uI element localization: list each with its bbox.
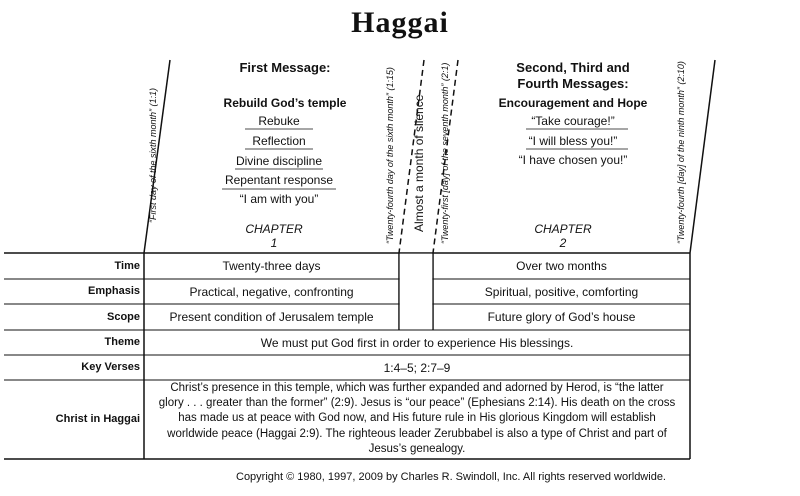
first-item-1: Rebuke <box>258 114 300 128</box>
key-verses-value: 1:4–5; 2:7–9 <box>383 361 451 375</box>
silence-label: Almost a month of silence <box>412 94 426 232</box>
date-label-4: “Twenty-fourth [day] of the ninth month” (2:10) <box>676 61 686 244</box>
row-label-time: Time <box>114 260 140 272</box>
slanted-line-right <box>690 60 715 253</box>
scope-left: Present condition of Jerusalem temple <box>169 310 374 324</box>
chapter-2-number: 2 <box>559 236 567 250</box>
first-item-2: Reflection <box>252 134 306 148</box>
second-message-subheading: Encouragement and Hope <box>498 96 648 110</box>
row-label-key-verses: Key Verses <box>81 361 140 373</box>
scope-right: Future glory of God’s house <box>487 310 636 324</box>
christ-line-5: Jesus’s genealogy. <box>368 442 466 455</box>
row-label-scope: Scope <box>106 311 140 323</box>
christ-line-1: Christ’s presence in this temple, which was further expanded and adorned by Herod, is “the latter <box>170 382 664 394</box>
theme-value: We must put God first in order to experience His blessings. <box>260 336 574 350</box>
first-message-heading: First Message: <box>239 60 331 75</box>
second-item-1: “Take courage!” <box>531 114 615 128</box>
first-item-3: Divine discipline <box>235 154 323 168</box>
first-item-5: “I am with you” <box>239 192 319 206</box>
first-item-4: Repentant response <box>224 173 334 187</box>
first-message-subheading: Rebuild God’s temple <box>223 96 347 110</box>
date-label-3: “Twenty-first [day] of the seventh month” (2:1) <box>440 62 450 244</box>
page-title: Haggai <box>351 6 449 39</box>
chapter-2-text: CHAPTER <box>534 222 592 236</box>
row-label-christ: Christ in Haggai <box>55 413 140 425</box>
emphasis-left: Practical, negative, confronting <box>189 285 354 299</box>
second-item-3: “I have chosen you!” <box>518 153 628 167</box>
row-label-theme: Theme <box>104 336 140 348</box>
emphasis-right: Spiritual, positive, comforting <box>484 285 639 299</box>
chapter-1-label <box>224 222 324 250</box>
christ-text <box>144 381 690 457</box>
chapter-1-text: CHAPTER <box>245 222 303 236</box>
time-right: Over two months <box>516 259 607 273</box>
time-left: Twenty-three days <box>222 259 321 273</box>
christ-line-2: glory . . . greater than the former” (2:9). Jesus is “our peace” (Ephesians 2:14). His death on the cross <box>158 397 676 410</box>
second-message-heading-1: Second, Third and <box>516 60 630 75</box>
christ-line-4: worldwide peace (Haggai 2:9). The righteous leader Zerubbabel is also a type of Christ and part of <box>167 427 667 440</box>
christ-line-3: has made us at peace with God now, and His future rule in His glorious Kingdom will establish <box>178 412 656 425</box>
second-message-heading-2: Fourth Messages: <box>517 76 629 91</box>
copyright-text: Copyright © 1980, 1997, 2009 by Charles R. Swindoll, Inc. All rights reserved worldwide. <box>236 471 666 483</box>
second-item-2: “I will bless you!” <box>528 134 618 148</box>
chapter-2-label <box>513 222 613 250</box>
date-label-2: “Twenty-fourth day of the sixth month” (1:15) <box>385 67 395 244</box>
row-label-emphasis: Emphasis <box>88 285 140 297</box>
date-label-1: “First day of the sixth month” (1:1) <box>148 87 158 223</box>
chapter-1-number: 1 <box>270 236 278 250</box>
